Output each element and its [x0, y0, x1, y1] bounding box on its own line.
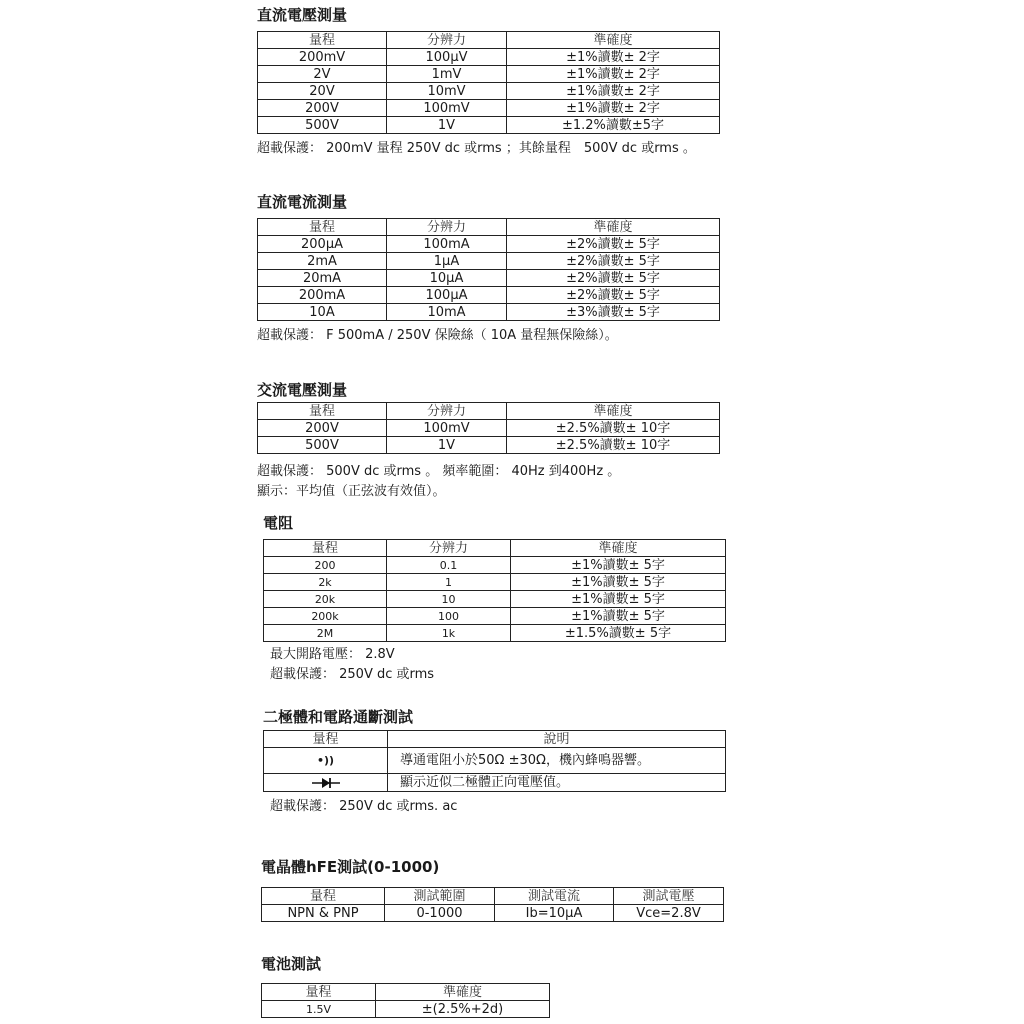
cell: 1: [387, 574, 511, 591]
resistance-section: [263, 512, 726, 685]
cell: 10mA: [387, 304, 507, 321]
table-header-row: [262, 984, 550, 1001]
cell: ±1%讀數± 5字: [511, 557, 726, 574]
table-row: [264, 591, 726, 608]
cell: 1V: [387, 117, 507, 134]
table-row: [264, 774, 726, 792]
table-row: [258, 100, 720, 117]
battery-section: [261, 953, 550, 1018]
section-title: 電池測試: [261, 955, 322, 973]
cell: ±1%讀數± 2字: [507, 49, 720, 66]
header-cell: 量程: [262, 888, 385, 905]
cell: 顯示近似二極體正向電壓值。: [388, 774, 726, 792]
cell: 1μA: [387, 253, 507, 270]
cell: 200: [264, 557, 387, 574]
dc-voltage-section: [257, 4, 720, 159]
overload-note: 超載保護： 250V dc 或rms: [270, 667, 435, 682]
header-cell: 分辨力: [387, 219, 507, 236]
cell: ±1%讀數± 5字: [511, 608, 726, 625]
header-cell: 量程: [258, 403, 387, 420]
ac-voltage-table: [257, 402, 720, 454]
header-cell: 測試電流: [495, 888, 614, 905]
buzzer-icon: •)): [264, 748, 388, 774]
cell: 1k: [387, 625, 511, 642]
dc-current-section: [257, 191, 720, 346]
cell: 1.5V: [262, 1001, 376, 1018]
cell: ±1.2%讀數±5字: [507, 117, 720, 134]
header-cell: 準確度: [376, 984, 550, 1001]
display-note: 顯示：平均值（正弦波有效值）。: [257, 484, 446, 499]
table-row: [258, 287, 720, 304]
overload-note: 超載保護： 200mV 量程 250V dc 或rms ；其餘量程 500V dc 或rms 。: [257, 141, 696, 156]
cell: ±2%讀數± 5字: [507, 270, 720, 287]
cell: 0-1000: [385, 905, 495, 922]
cell: 100mA: [387, 236, 507, 253]
cell: ±2%讀數± 5字: [507, 253, 720, 270]
cell: 10μA: [387, 270, 507, 287]
cell: ±2.5%讀數± 10字: [507, 437, 720, 454]
cell: 500V: [258, 117, 387, 134]
resistance-table: [263, 539, 726, 642]
cell: ±2.5%讀數± 10字: [507, 420, 720, 437]
header-cell: 準確度: [507, 219, 720, 236]
table-row: [258, 117, 720, 134]
header-cell: 測試電壓: [614, 888, 724, 905]
table-row: [258, 270, 720, 287]
table-header-row: [262, 888, 724, 905]
cell: ±3%讀數± 5字: [507, 304, 720, 321]
cell: 200mV: [258, 49, 387, 66]
section-title: 電晶體hFE測試(0-1000): [261, 858, 440, 876]
battery-table: [261, 983, 550, 1018]
header-cell: 量程: [258, 219, 387, 236]
dc-voltage-table: [257, 31, 720, 134]
table-header-row: [264, 540, 726, 557]
header-cell: 量程: [264, 731, 388, 748]
cell: 2k: [264, 574, 387, 591]
cell: ±1.5%讀數± 5字: [511, 625, 726, 642]
cell: 200V: [258, 100, 387, 117]
cell: ±1%讀數± 2字: [507, 83, 720, 100]
table-header-row: [264, 731, 726, 748]
table-row: [264, 608, 726, 625]
section-title: 交流電壓測量: [257, 381, 348, 399]
cell: 20mA: [258, 270, 387, 287]
cell: ±2%讀數± 5字: [507, 236, 720, 253]
header-cell: 量程: [258, 32, 387, 49]
section-title: 直流電壓測量: [257, 6, 348, 24]
diode-section: [263, 706, 726, 817]
cell: 100: [387, 608, 511, 625]
cell: 20k: [264, 591, 387, 608]
cell: ±(2.5%+2d): [376, 1001, 550, 1018]
header-cell: 說明: [388, 731, 726, 748]
section-title: 二極體和電路通斷測試: [263, 708, 414, 726]
cell: 2V: [258, 66, 387, 83]
hfe-section: [261, 856, 724, 922]
cell: 200μA: [258, 236, 387, 253]
header-cell: 量程: [264, 540, 387, 557]
cell: 500V: [258, 437, 387, 454]
cell: NPN & PNP: [262, 905, 385, 922]
hfe-table: [261, 887, 724, 922]
header-cell: 準確度: [507, 32, 720, 49]
header-cell: 分辨力: [387, 32, 507, 49]
header-cell: 測試範圍: [385, 888, 495, 905]
table-row: [258, 437, 720, 454]
header-cell: 準確度: [507, 403, 720, 420]
cell: ±1%讀數± 5字: [511, 591, 726, 608]
header-cell: 分辨力: [387, 540, 511, 557]
cell: 2mA: [258, 253, 387, 270]
cell: 100μV: [387, 49, 507, 66]
header-cell: 準確度: [511, 540, 726, 557]
table-header-row: [258, 219, 720, 236]
cell: 1V: [387, 437, 507, 454]
table-row: [264, 625, 726, 642]
cell: 200mA: [258, 287, 387, 304]
cell: 100μA: [387, 287, 507, 304]
cell: 1mV: [387, 66, 507, 83]
table-row: [262, 905, 724, 922]
table-header-row: [258, 403, 720, 420]
cell: Ib=10μA: [495, 905, 614, 922]
cell: 10A: [258, 304, 387, 321]
cell: 10mV: [387, 83, 507, 100]
table-header-row: [258, 32, 720, 49]
cell: 100mV: [387, 420, 507, 437]
section-title: 電阻: [263, 514, 294, 532]
section-title: 直流電流測量: [257, 193, 348, 211]
overload-note: 超載保護： 250V dc 或rms. ac: [270, 799, 458, 814]
cell: 200k: [264, 608, 387, 625]
table-row: [264, 748, 726, 774]
diode-table: [263, 730, 726, 792]
ac-voltage-section: [257, 379, 720, 502]
dc-current-table: [257, 218, 720, 321]
cell: 200V: [258, 420, 387, 437]
cell: 10: [387, 591, 511, 608]
header-cell: 量程: [262, 984, 376, 1001]
cell: ±2%讀數± 5字: [507, 287, 720, 304]
cell: 20V: [258, 83, 387, 100]
table-row: [264, 574, 726, 591]
table-row: [258, 49, 720, 66]
table-row: [258, 253, 720, 270]
cell: ±1%讀數± 5字: [511, 574, 726, 591]
table-row: [264, 557, 726, 574]
open-circuit-note: 最大開路電壓： 2.8V: [270, 647, 395, 662]
cell: 2M: [264, 625, 387, 642]
cell: ±1%讀數± 2字: [507, 100, 720, 117]
header-cell: 分辨力: [387, 403, 507, 420]
table-row: [262, 1001, 550, 1018]
overload-note: 超載保護： F 500mA / 250V 保險絲（ 10A 量程無保險絲）。: [257, 328, 618, 343]
cell: ±1%讀數± 2字: [507, 66, 720, 83]
overload-note: 超載保護： 500V dc 或rms 。 頻率範圍： 40Hz 到400Hz 。: [257, 464, 621, 479]
table-row: [258, 83, 720, 100]
cell: Vce=2.8V: [614, 905, 724, 922]
cell: 導通電阻小於50Ω ±30Ω，機內蜂鳴器響。: [388, 748, 726, 774]
diode-icon: [264, 774, 388, 792]
table-row: [258, 236, 720, 253]
table-row: [258, 420, 720, 437]
table-row: [258, 66, 720, 83]
cell: 100mV: [387, 100, 507, 117]
cell: 0.1: [387, 557, 511, 574]
table-row: [258, 304, 720, 321]
